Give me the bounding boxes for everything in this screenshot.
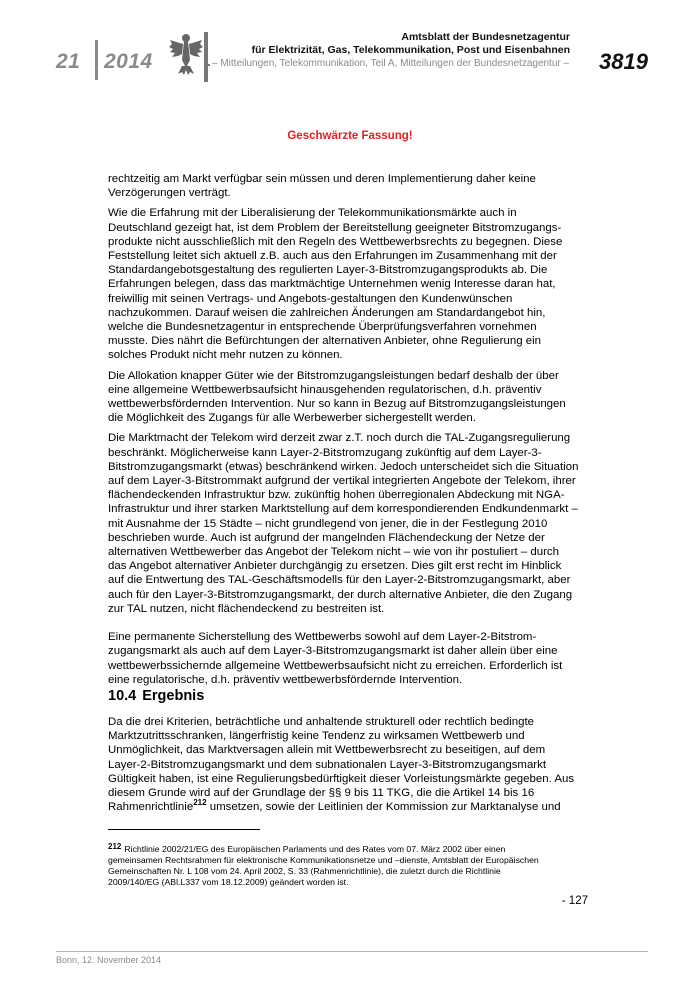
header-tick [204,64,210,66]
page-number: 3819 [599,49,648,74]
paragraph-2 [108,206,594,362]
text-line: Infrastruktur und ihrer starken Marktstellung auf dem korrespondierenden Endkundenmarkt – [108,503,578,516]
footnote-separator [108,829,260,830]
text-fragment: Rahmenrichtlinie [108,801,194,814]
footnote [108,841,598,888]
text-line: rechtzeitig am Markt verfügbar sein müssen und deren Implementierung daher keine [108,173,536,185]
text-line: flächendeckenden Infrastruktur bzw. zukünftig hohen überregionalen Abdeckung mit NGA- [108,489,565,502]
text-line: Gültigkeit haben, ist eine Regulierungsbedürftigkeit dieser Vorleistungsmärkte gegeben. Aus [108,772,575,785]
main-text [108,172,594,693]
result-text [108,715,594,814]
issue-number: 21 [56,50,81,73]
text-line: Eine permanente Sicherstellung des Wettbewerbs sowohl auf dem Layer-2-Bitstrom- [108,631,537,644]
section-heading [108,688,204,704]
text-line: Feststellung leitet sich aktuell z.B. auch aus den Erfahrungen im Zusammenhang mit der [108,250,557,263]
issue-year: 2014 [104,50,153,73]
text-line: diesem Grunde wird auf der Grundlage der §§ 9 bis 11 TKG, die die Artikel 14 bis 16 [108,787,535,800]
text-line: das Angebot alternativer Anbieter durchgängig zu ersetzen. Dies gilt erst recht im Hinblick [108,560,562,573]
text-line: solches Produkt nicht mehr nutzen zu können. [108,349,343,362]
footnote-text: Richtlinie 2002/21/EG des Europäischen Parlaments und des Rates vom 07. März 2002 über einen [124,844,506,854]
footnote-reference[interactable]: 212 [193,798,207,808]
issue-separator [95,40,98,80]
text-line: beschrieben wurde. Auch ist aufgrund der mangelnden Flächendeckung der Netze der [108,531,545,544]
text-line: Standardangebotsgestaltung des regulierten Layer-3-Bitstromzugangsprodukts ab. Die [108,264,548,277]
paragraph-1 [108,172,594,200]
text-line: eine regulatorische, d.h. präventiv wettbewerbsfördernde Intervention. [108,673,463,686]
text-line: musste. Dies nährt die Befürchtungen der alternativen Anbieter, ohne Regulierung ein [108,335,541,348]
text-line: Bitstromzugangsmarkt (etwas) beschränkend wirken. Jedoch unterscheidet sich die Situation [108,460,579,473]
section-title: Ergebnis [142,688,205,704]
text-line: Marktzutrittsschranken, längerfristig keine Tendenz zu wirksamen Wettbewerb und [108,730,525,743]
text-line: welche die Bundesnetzagentur in entsprechende Überprüfungsverfahren vornehmen [108,321,537,334]
text-line: Wie die Erfahrung mit der Liberalisierung der Telekommunikationsmärkte auch in [108,207,517,220]
paragraph-3 [108,369,594,426]
footnote-line: gemeinsamen Rechtsrahmen für elektronische Kommunikationsnetze und –dienste, Amtsblatt der Europäischen [108,855,539,865]
text-line: eine allgemeine Wettbewerbsaufsicht hinausgehenden regulatorischen, d.h. präventiv [108,383,542,396]
internal-page-ref: - 127 [561,895,588,907]
text-line: wettbewerbssichernde allgemeine Wettbewerbsaufsicht nicht zu erreichen. Erforderlich ist [108,659,563,672]
footer-date: Bonn, 12. November 2014 [56,955,162,965]
section-number: 10.4 [108,688,137,704]
agency-name-line1: Amtsblatt der Bundesnetzagentur [401,31,570,43]
text-line-with-footnote [108,800,594,814]
text-line: Die Allokation knapper Güter wie der Bitstromzugangsleistungen bedarf deshalb der über [108,369,559,382]
footnote-line [108,841,598,855]
text-line: Layer-2-Bitstromzugangsmarkt und dem subnationalen Layer-3-Bitstromzugangsmarkt [108,758,547,771]
text-line: freiwillig mit seinen Vertrags- und Angebots-gestaltungen den Kundenwünschen [108,292,513,305]
text-line: produkte nicht ausschließlich mit den Regeln des Wettbewerbsrechts zu begegnen. Diese [108,235,563,248]
text-line: alternativen Wettbewerber das Angebot der Telekom nicht – wie von ihr postuliert – durch [108,546,559,559]
text-fragment: umsetzen, sowie der Leitlinien der Kommission zur Marktanalyse und [206,801,561,814]
redaction-notice: Geschwärzte Fassung! [287,130,413,142]
footer-rule [56,951,648,952]
text-line: Die Marktmacht der Telekom wird derzeit zwar z.T. noch durch die TAL-Zugangsregulierung [108,432,571,445]
text-line: mit Ausnahme der 15 Städte – nicht grundlegend von jener, die in der Festlegung 2010 [108,517,548,530]
text-line: auf dem Layer-3-Bitstrommakt aufgrund der vertikal integrierten Angebote der Telekom, ihrer [108,475,576,488]
paragraph-4 [108,431,594,616]
text-line: zugangsmarkt als auch auf dem Layer-3-Bitstromzugangsmarkt ist daher allein über eine [108,645,558,658]
text-line: Erfahrungen belegen, dass das marktmächtige Unternehmen wenig Interesse daran hat, [108,278,556,291]
text-line: wettbewerbsfördernden Intervention. Nur so kann in Bezug auf Bitstromzugangsleistungen [108,398,566,411]
text-line: Deutschland gezeigt hat, ist dem Problem der Bereitstellung geeigneter Bitstromzugangs- [108,221,562,234]
paragraph-5 [108,630,594,687]
text-line: zur TAL nutzen, nicht flächendeckend zu bestreiten ist. [108,602,385,615]
text-line: die Möglichkeit des Zugangs für alle Werbewerber sichergestellt werden. [108,412,476,425]
text-line: Da die drei Kriterien, beträchtliche und anhaltende strukturell oder rechtlich bedingte [108,716,534,728]
text-line: nachzukommen. Darauf weisen die zahlreichen Änderungen am Standardangebot hin, [108,306,546,319]
text-line: Unmöglichkeit, das Marktversagen allein mit Wettbewerbsrecht zu beseitigen, auf dem [108,744,546,757]
header-subtitle: – Mitteilungen, Telekommunikation, Teil A, Mitteilungen der Bundesnetzagentur – [212,58,570,69]
text-line: auch für den Layer-3-Bitstromzugangsmarkt, der durch alternative Anbieter, die den Zugang [108,588,573,601]
federal-eagle-icon [168,30,204,76]
footnote-line: 2009/140/EG (ABl.L337 vom 18.12.2009) geändert worden ist. [108,877,349,887]
footnote-line: Gemeinschaften Nr. L 108 vom 24. April 2002, S. 33 (Rahmenrichtlinie), die zuletzt durch die Richtlinie [108,866,501,876]
text-line: beschränkt. Möglicherweise kann Layer-2-Bitstromzugang zukünftig auf dem Layer-3- [108,446,542,459]
text-line: Verzögerungen verträgt. [108,187,231,200]
text-line: auf die Entwertung des TAL-Geschäftsmodells für den Layer-2-Bitstromzugangsmarkt, aber [108,574,571,587]
agency-name-line2: für Elektrizität, Gas, Telekommunikation, Post und Eisenbahnen [251,44,570,56]
footnote-number: 212 [108,842,122,851]
